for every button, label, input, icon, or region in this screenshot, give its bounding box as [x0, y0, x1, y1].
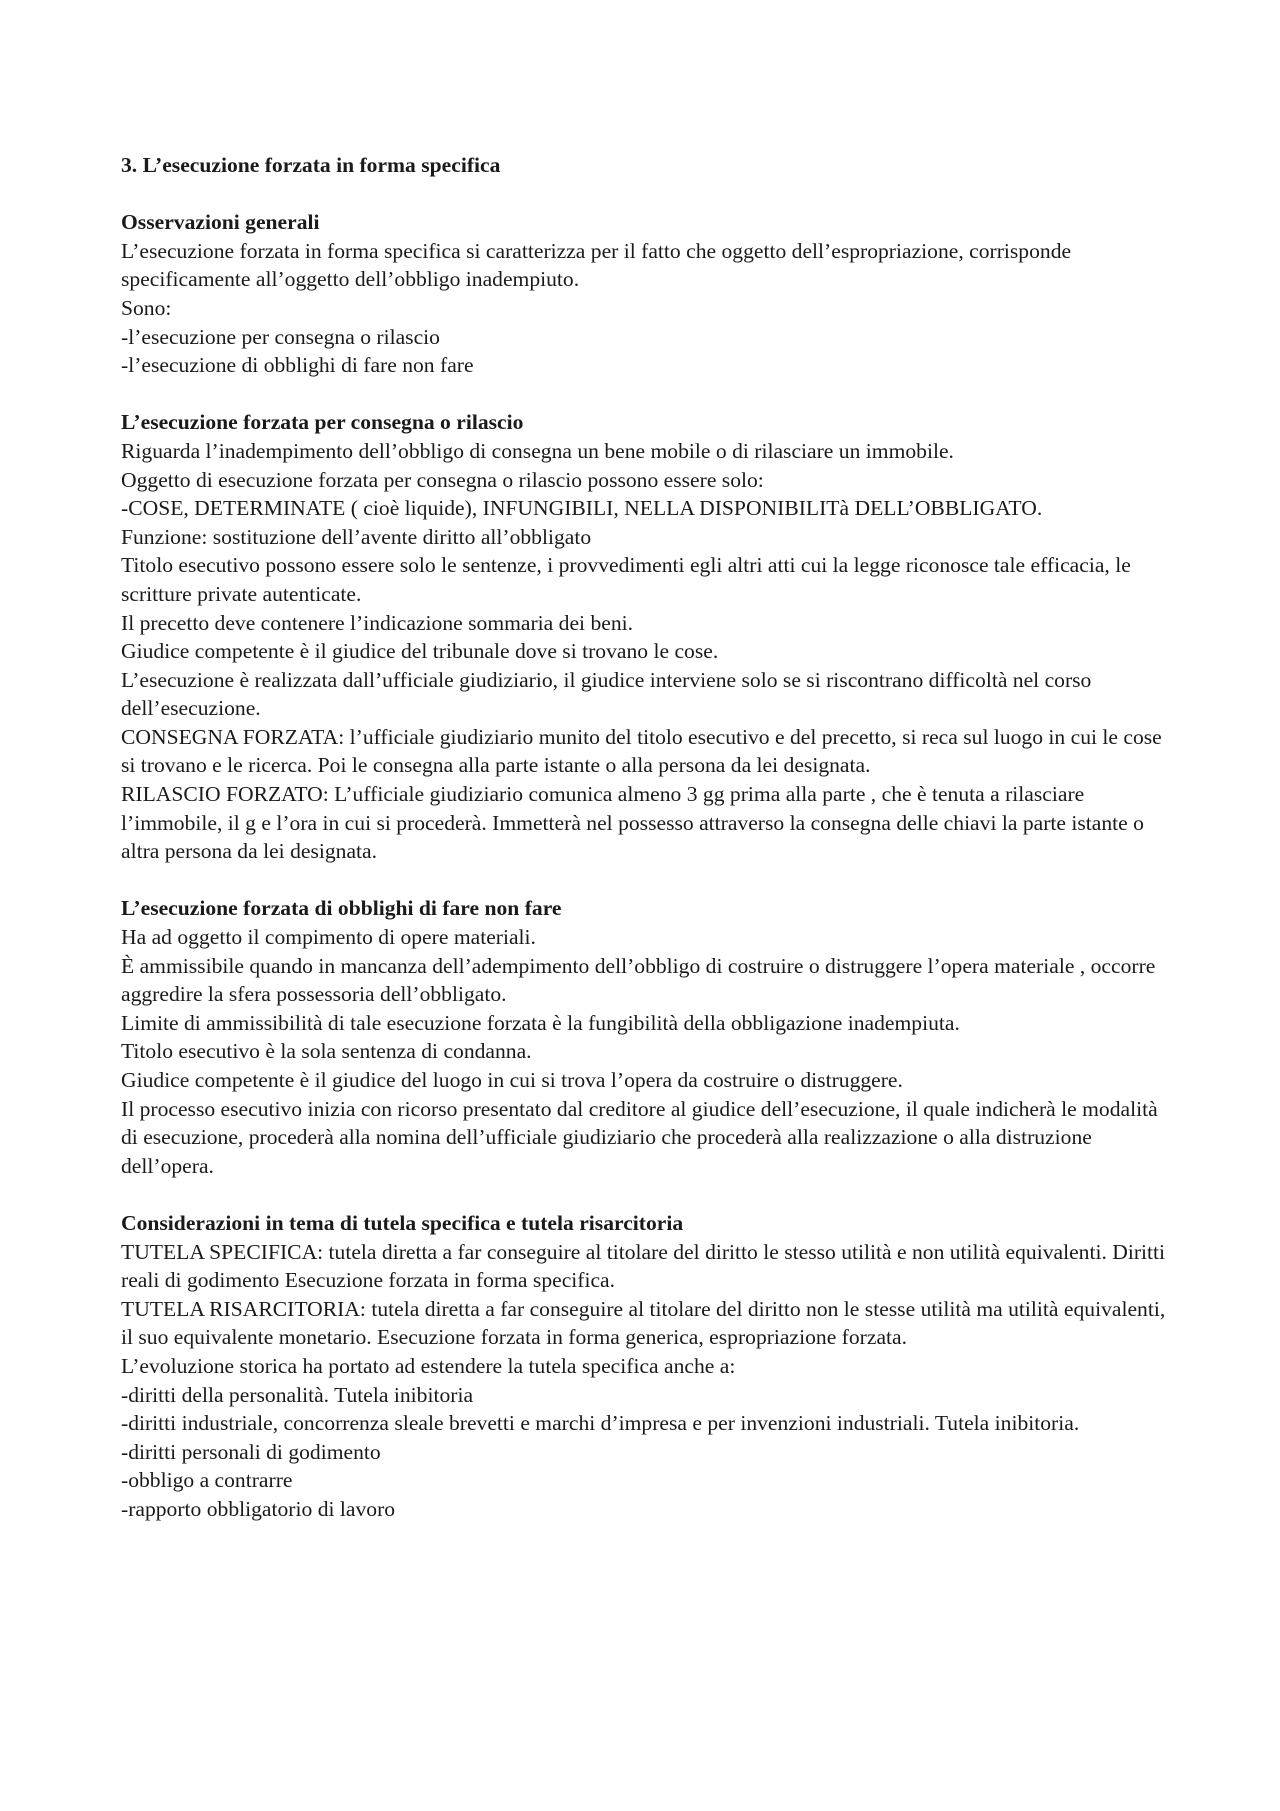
paragraph: L’esecuzione forzata in forma specifica si caratterizza per il fatto che oggetto dell’espropriazione, corrisponde specificamente all’oggetto dell’obbligo inadempiuto.	[121, 238, 1072, 292]
paragraph: Il processo esecutivo inizia con ricorso presentato dal creditore al giudice dell’esecuzione, il quale indicherà le modalità di esecuzione, procederà alla nomina dell’ufficiale giudiziario che procederà alla realizzazione o alla distruzione dell’opera.	[121, 1096, 1158, 1178]
paragraph: È ammissibile quando in mancanza dell’adempimento dell’obbligo di costruire o distruggere l’opera materiale , occorre aggredire la sfera possessoria dell’obbligato.	[121, 953, 1156, 1007]
list-item: -rapporto obbligatorio di lavoro	[121, 1496, 396, 1521]
paragraph: L’evoluzione storica ha portato ad estendere la tutela specifica anche a:	[121, 1353, 736, 1378]
paragraph: Riguarda l’inadempimento dell’obbligo di consegna un bene mobile o di rilasciare un immobile.	[121, 438, 954, 463]
section-osservazioni-generali	[121, 208, 1171, 380]
section-heading: L’esecuzione forzata di obblighi di fare non fare	[121, 896, 562, 921]
paragraph: Oggetto di esecuzione forzata per consegna o rilascio possono essere solo:	[121, 467, 764, 492]
paragraph: Titolo esecutivo possono essere solo le sentenze, i provvedimenti egli altri atti cui la legge riconosce tale efficacia, le scritture private autenticate.	[121, 553, 1131, 606]
document-page	[121, 151, 1171, 1552]
section-heading: Considerazioni in tema di tutela specifica e tutela risarcitoria	[121, 1210, 684, 1235]
section-obblighi-fare	[121, 894, 1171, 1180]
list-item: -diritti industriale, concorrenza sleale brevetti e marchi d’impresa e per invenzioni industriali. Tutela inibitoria.	[121, 1411, 1080, 1436]
paragraph: Il precetto deve contenere l’indicazione sommaria dei beni.	[121, 610, 634, 635]
paragraph: Giudice competente è il giudice del tribunale dove si trovano le cose.	[121, 639, 719, 664]
paragraph: Titolo esecutivo è la sola sentenza di condanna.	[121, 1039, 532, 1064]
paragraph: Sono:	[121, 295, 172, 320]
paragraph: Ha ad oggetto il compimento di opere materiali.	[121, 925, 536, 950]
paragraph: RILASCIO FORZATO: L’ufficiale giudiziario comunica almeno 3 gg prima alla parte , che è tenuta a rilasciare l’immobile, il g e l’ora in cui si procederà. Immetterà nel possesso attraverso la consegna delle chiavi la parte istante o altra persona da lei designata.	[121, 782, 1144, 864]
list-item: -l’esecuzione di obblighi di fare non fare	[121, 353, 474, 378]
list-item: -diritti personali di godimento	[121, 1439, 381, 1464]
paragraph: CONSEGNA FORZATA: l’ufficiale giudiziario munito del titolo esecutivo e del precetto, si reca sul luogo in cui le cose si trovano e le ricerca. Poi le consegna alla parte istante o alla persona da lei designata.	[121, 724, 1162, 778]
paragraph: TUTELA RISARCITORIA: tutela diretta a far conseguire al titolare del diritto non le stesse utilità ma utilità equivalenti, il suo equivalente monetario. Esecuzione forzata in forma generica, espropriazione forzata.	[121, 1296, 1166, 1350]
paragraph: Giudice competente è il giudice del luogo in cui si trova l’opera da costruire o distruggere.	[121, 1068, 903, 1092]
paragraph: Funzione: sostituzione dell’avente diritto all’obbligato	[121, 524, 592, 549]
document-title: 3. L’esecuzione forzata in forma specifica	[121, 153, 501, 177]
list-item: -COSE, DETERMINATE ( cioè liquide), INFUNGIBILI, NELLA DISPONIBILITà DELL’OBBLIGATO.	[121, 496, 1043, 521]
list-item: -obbligo a contrarre	[121, 1468, 293, 1493]
paragraph: Limite di ammissibilità di tale esecuzione forzata è la fungibilità della obbligazione inadempiuta.	[121, 1010, 960, 1035]
section-heading: Osservazioni generali	[121, 210, 320, 235]
section-consegna-rilascio	[121, 408, 1171, 866]
paragraph: TUTELA SPECIFICA: tutela diretta a far conseguire al titolare del diritto le stesso utilità e non utilità equivalenti. Diritti reali di godimento Esecuzione forzata in forma specifica.	[121, 1239, 1166, 1293]
section-heading: L’esecuzione forzata per consegna o rilascio	[121, 410, 524, 435]
section-tutela	[121, 1209, 1171, 1524]
paragraph: L’esecuzione è realizzata dall’ufficiale giudiziario, il giudice interviene solo se si riscontrano difficoltà nel corso dell’esecuzione.	[121, 667, 1092, 721]
list-item: -l’esecuzione per consegna o rilascio	[121, 324, 440, 349]
list-item: -diritti della personalità. Tutela inibitoria	[121, 1382, 474, 1407]
